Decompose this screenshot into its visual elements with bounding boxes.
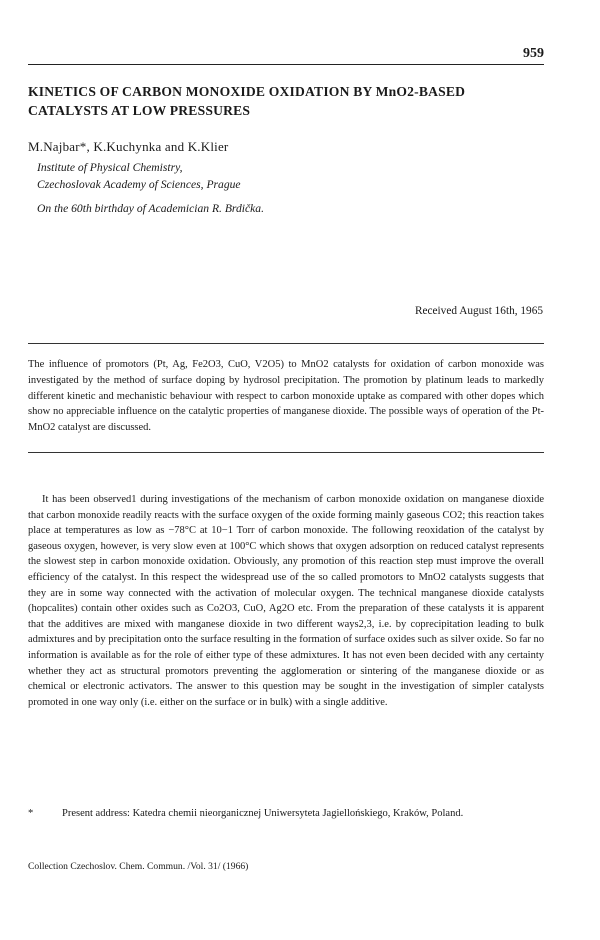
footnote-mark: * [28, 808, 34, 819]
affiliation [37, 159, 241, 193]
abstract-rule-bottom [28, 452, 544, 453]
authors: M.Najbar*, K.Kuchynka and K.Klier [28, 139, 229, 154]
journal-footer: Collection Czechoslov. Chem. Commun. /Vol. 31/ (1966) [28, 861, 249, 872]
footnote-text: Present address: Katedra chemii nieorganicznej Uniwersyteta Jagiellońskiego, Kraków, Poland. [62, 808, 464, 819]
header-rule [28, 64, 544, 65]
article-title: KINETICS OF CARBON MONOXIDE OXIDATION BY MnO2-BASED CATALYSTS AT LOW PRESSURES [28, 84, 466, 118]
abstract: The influence of promotors (Pt, Ag, Fe2O3, CuO, V2O5) to MnO2 catalysts for oxidation of carbon monoxide was investigated by the method of surface doping by hydrosol precipitation. The promotion by platinum leads to markedly different kinetic and mechanistic behaviour with respect to carbon monoxide uptake as compared with other dopes which show no appreciable influence on the catalytic properties of manganese dioxide. The possible ways of operation of the Pt-MnO2 catalyst are discussed. [28, 359, 544, 434]
affiliation-line-1: Institute of Physical Chemistry, [37, 161, 183, 174]
footnote [28, 806, 544, 822]
body-paragraph: It has been observed1 during investigations of the mechanism of carbon monoxide oxidation on manganese dioxide that carbon monoxide readily reacts with the surface oxygen of the oxide forming mainly gaseous CO2; this reaction takes place at temperatures as low as −78°C at 10−1 Torr of carbon monoxide. The following reoxidation of the catalyst by gaseous oxygen, however, is very slow even at 100°C which shows that oxygen adsorption on reduced catalyst represents the slowest step in carbon monoxide oxidation. Obviously, any promotion of this reaction step must improve the overall efficiency of the catalyst. In this respect the widespread use of the so called promotors to MnO2 catalysts suggests that they are in some way connected with the activation of molecular oxygen. The technical manganese dioxide catalysts (hopcalites) contain other oxides such as Co2O3, CuO, Ag2O etc. From the preparation of these catalysts it is apparent that the additives are mixed with manganese dioxide in two different ways2,3, i.e. by coprecipitation leading to bulk admixtures and by precipitation onto the surface resulting in the formation of surface oxides such as silver oxide. So far no information is available as for the role of either type of these admixtures. It has not even been decided with any certainty whether they act as structural promotors preventing the agglomeration or sintering of the manganese dioxide or as chemical or electronic activators. The answer to this question may be sought in the investigation of simpler catalysts promoted in one way only (i.e. either on the surface or in bulk) with a single additive. [28, 494, 544, 708]
page-number: 959 [523, 46, 544, 61]
affiliation-line-2: Czechoslovak Academy of Sciences, Prague [37, 178, 241, 191]
received-date: Received August 16th, 1965 [414, 305, 543, 317]
abstract-rule-top [28, 343, 544, 344]
dedication: On the 60th birthday of Academician R. Brdička. [37, 202, 265, 215]
